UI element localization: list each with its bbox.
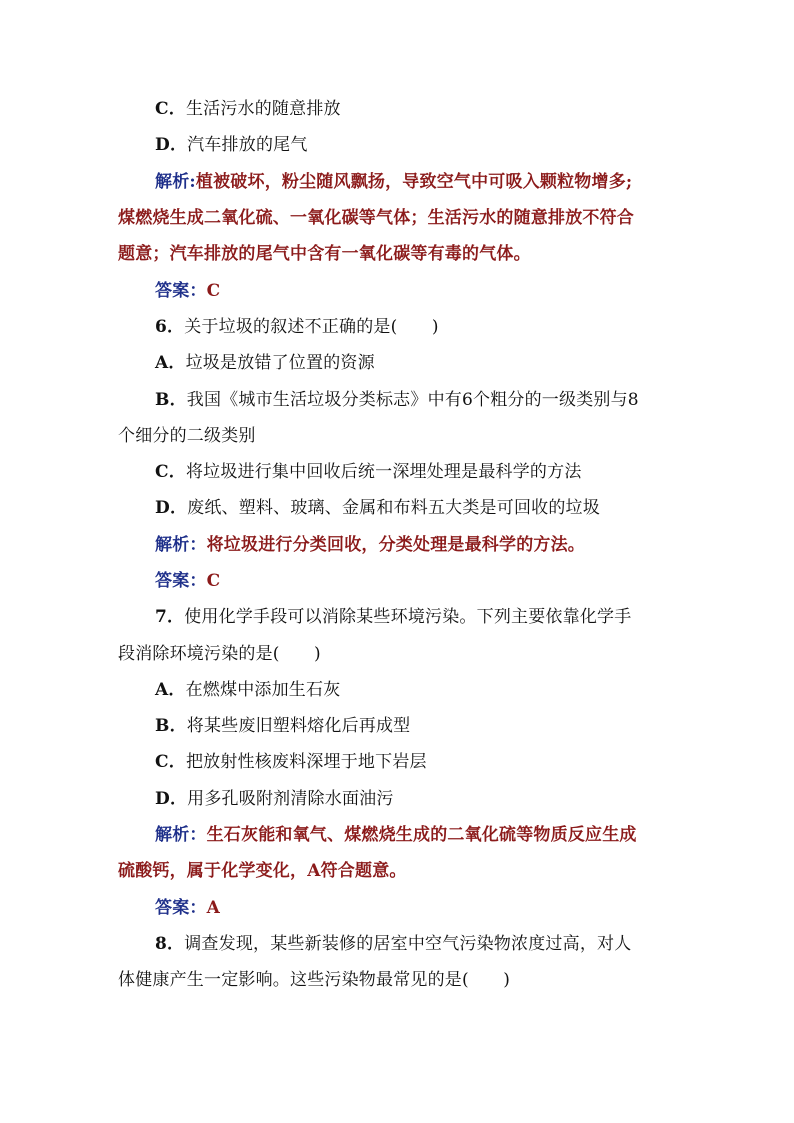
q5-option-d-text: 汽车排放的尾气 xyxy=(187,135,308,155)
q6-option-b-letter: B． xyxy=(155,390,187,410)
q6-analysis-text: 将垃圾进行分类回收，分类处理是最科学的方法。 xyxy=(206,535,586,555)
q7-option-a-letter: A． xyxy=(155,680,186,700)
q6-option-d-text: 废纸、塑料、玻璃、金属和布料五大类是可回收的垃圾 xyxy=(187,498,600,518)
q5-option-d xyxy=(155,134,685,156)
q7-option-c-text: 把放射性核废料深埋于地下岩层 xyxy=(185,752,427,772)
q6-answer xyxy=(155,570,685,592)
q7-answer xyxy=(155,897,685,919)
q7-option-a-text: 在燃煤中添加生石灰 xyxy=(185,680,341,700)
q7-analysis-line2: 硫酸钙，属于化学变化，A符合题意。 xyxy=(118,861,407,881)
q5-option-c xyxy=(155,98,685,120)
q7-analysis-line1 xyxy=(155,824,685,846)
q6-option-a xyxy=(155,352,685,374)
q6-option-b-text: 我国《城市生活垃圾分类标志》中有6个粗分的一级类别与8 xyxy=(186,390,639,410)
q5-analysis-line2: 煤燃烧生成二氧化硫、一氧化碳等气体；生活污水的随意排放不符合 xyxy=(118,208,634,228)
q7-option-b-letter: B． xyxy=(155,716,187,736)
q6-option-a-text: 垃圾是放错了位置的资源 xyxy=(185,353,375,373)
q7-answer-label: 答案： xyxy=(155,898,207,918)
q6-stem-text: 关于垃圾的叙述不正确的是( ) xyxy=(184,317,439,337)
q7-analysis-label: 解析 xyxy=(155,825,190,845)
q6-number: 6． xyxy=(155,317,185,337)
q7-stem-line2: 段消除环境污染的是( ) xyxy=(118,644,321,664)
q7-stem-text1: 使用化学手段可以消除某些环境污染。下列主要依靠化学手 xyxy=(184,607,632,627)
q6-option-c xyxy=(155,461,685,483)
q7-stem-line1 xyxy=(155,606,685,628)
q8-stem-text1: 调查发现，某些新装修的居室中空气污染物浓度过高，对人 xyxy=(184,934,632,954)
q6-option-b-cont: 个细分的二级类别 xyxy=(118,426,256,446)
q6-analysis xyxy=(155,534,685,556)
q6-option-a-letter: A． xyxy=(155,353,186,373)
q5-analysis-colon: : xyxy=(189,172,196,192)
q7-option-d xyxy=(155,788,685,810)
q5-analysis-line1 xyxy=(155,171,685,193)
q6-analysis-colon: ： xyxy=(189,535,207,555)
q7-analysis-colon: ： xyxy=(189,825,207,845)
q7-option-b xyxy=(155,715,685,737)
q6-option-c-text: 将垃圾进行集中回收后统一深埋处理是最科学的方法 xyxy=(185,462,582,482)
q6-option-b xyxy=(155,389,685,411)
q5-answer-value: C xyxy=(206,281,221,301)
q7-analysis-text1: 生石灰能和氧气、煤燃烧生成的二氧化硫等物质反应生成 xyxy=(206,825,637,845)
q5-answer-label: 答案： xyxy=(155,281,207,301)
q7-number: 7． xyxy=(155,607,185,627)
q7-option-a xyxy=(155,679,685,701)
q8-number: 8． xyxy=(155,934,185,954)
q5-option-c-letter: C． xyxy=(155,99,186,119)
q6-stem xyxy=(155,316,685,338)
q5-analysis-line3: 题意；汽车排放的尾气中含有一氧化碳等有毒的气体。 xyxy=(118,244,531,264)
q6-option-d-letter: D． xyxy=(155,498,188,518)
q6-option-c-letter: C． xyxy=(155,462,186,482)
q6-answer-value: C xyxy=(206,571,221,591)
q7-option-c-letter: C． xyxy=(155,752,186,772)
q7-option-b-text: 将某些废旧塑料熔化后再成型 xyxy=(186,716,411,736)
q5-answer xyxy=(155,280,685,302)
q5-analysis-label: 解析 xyxy=(155,172,190,192)
q7-option-c xyxy=(155,751,685,773)
q6-analysis-label: 解析 xyxy=(155,535,190,555)
q7-answer-value: A xyxy=(206,898,220,918)
q6-option-d xyxy=(155,497,685,519)
q7-option-d-text: 用多孔吸附剂清除水面油污 xyxy=(187,789,394,809)
q8-stem-line2: 体健康产生一定影响。这些污染物最常见的是( ) xyxy=(118,970,511,990)
q7-option-d-letter: D． xyxy=(155,789,188,809)
q6-answer-label: 答案： xyxy=(155,571,207,591)
q8-stem-line1 xyxy=(155,933,685,955)
q5-option-d-letter: D． xyxy=(155,135,188,155)
q5-analysis-text1: 植被破坏，粉尘随风飘扬，导致空气中可吸入颗粒物增多; xyxy=(195,172,633,192)
q5-option-c-text: 生活污水的随意排放 xyxy=(185,99,341,119)
